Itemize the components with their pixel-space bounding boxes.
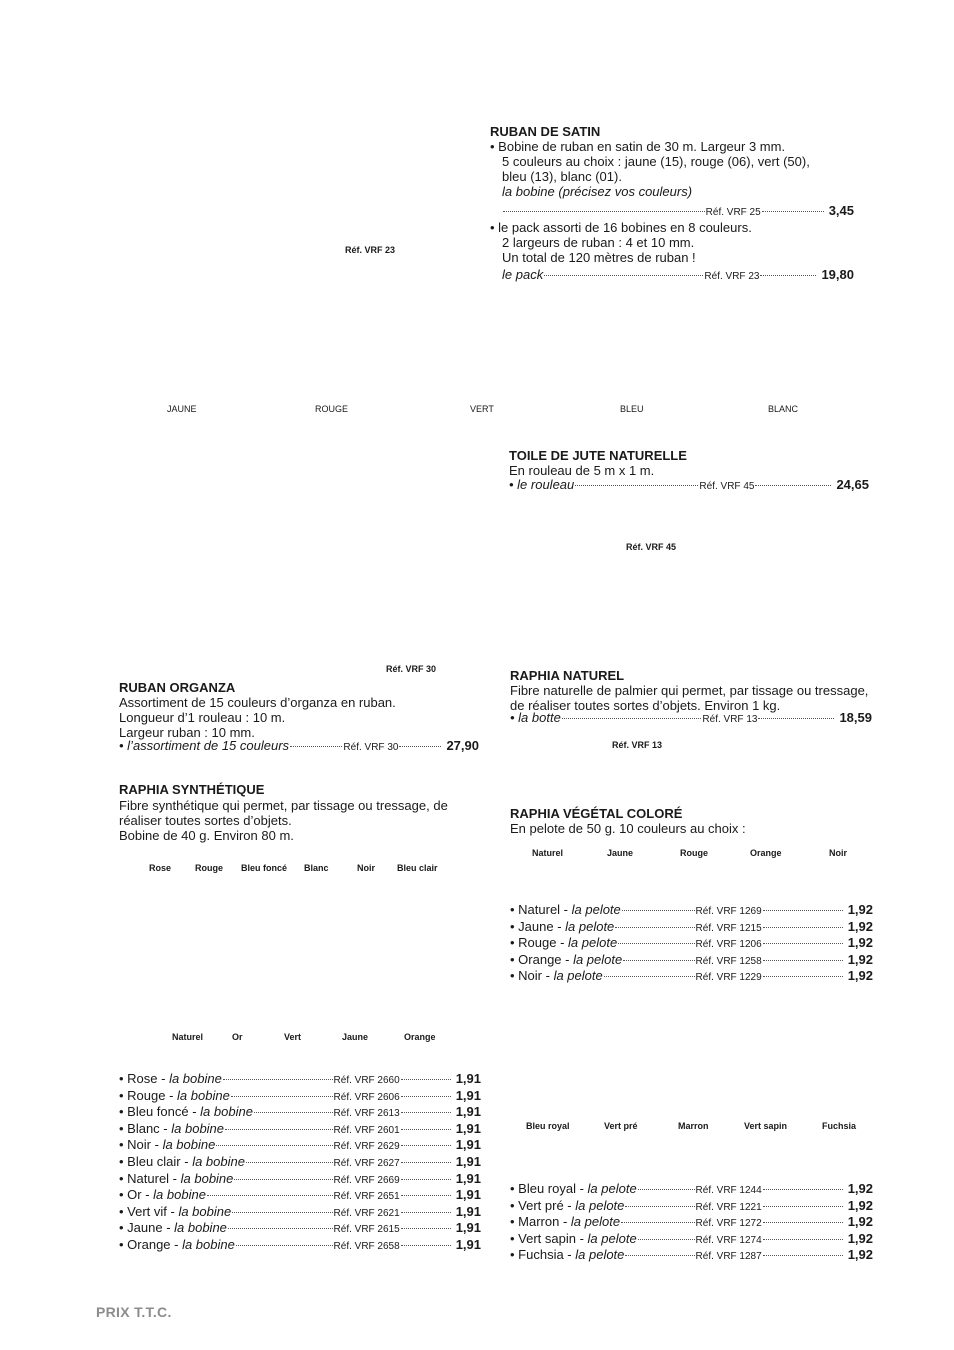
vegetal-price-row-unit: la pelote <box>587 1181 637 1196</box>
satin-color-blanc: BLANC <box>768 404 799 414</box>
vegetal-color-fuchsia: Fuchsia <box>822 1121 857 1131</box>
synthetique-color-rouge: Rouge <box>195 863 223 873</box>
synthetique-price-row <box>119 1155 481 1172</box>
synthetique-price-row <box>119 1072 481 1089</box>
vegetal-color-noir: Noir <box>829 848 847 858</box>
vegetal-price-row-ref: Réf. VRF 1244 <box>695 1185 762 1196</box>
satin-image-ref: Réf. VRF 23 <box>345 245 396 255</box>
jute-line-1: En rouleau de 5 m x 1 m. <box>509 463 655 478</box>
vegetal-color-marron: Marron <box>678 1121 709 1131</box>
vegetal-price-row-price: 1,92 <box>847 918 873 934</box>
vegetal-price-row-ref: Réf. VRF 1229 <box>695 972 762 984</box>
vegetal-price-row <box>510 1182 873 1199</box>
naturel-line-2: de réaliser toutes sortes d’objets. Environ 1 kg. <box>510 698 781 713</box>
synthetique-price-row-ref: Réf. VRF 2627 <box>333 1157 400 1169</box>
vegetal-price-row <box>510 953 873 970</box>
synthetique-price-row-price: 1,91 <box>455 1187 481 1203</box>
synthetique-color-or: Or <box>232 1032 243 1042</box>
vegetal-price-row-unit: la pelote <box>573 951 623 967</box>
vegetal-price-row <box>510 920 873 937</box>
jute-block <box>509 448 879 478</box>
synthetique-color-orange: Orange <box>404 1032 436 1042</box>
synthetique-price-row-name: • Bleu clair - <box>119 1153 193 1169</box>
synthetique-price-row-name: • Rose - <box>119 1071 170 1086</box>
vegetal-price-row-name: • Marron - <box>510 1214 571 1230</box>
synthetique-price-row-price: 1,91 <box>455 1137 481 1153</box>
synthetique-price-row <box>119 1122 481 1139</box>
naturel-block <box>510 668 890 713</box>
synthetique-price-row-price: 1,91 <box>455 1170 481 1186</box>
vegetal-price-row-unit: la pelote <box>575 1247 625 1263</box>
synthetique-color-bleu-clair: Bleu clair <box>397 863 438 873</box>
synthetique-price-row-name: • Vert vif - <box>119 1203 179 1219</box>
vegetal-price-row-unit: la pelote <box>575 1197 625 1213</box>
vegetal-color-jaune: Jaune <box>607 848 634 858</box>
vegetal-price-row-ref: Réf. VRF 1206 <box>695 939 762 951</box>
vegetal-color-bleu-royal: Bleu royal <box>526 1121 570 1131</box>
satin-line-1: • Bobine de ruban en satin de 30 m. Largeur 3 mm. <box>490 139 786 154</box>
vegetal-price-row-unit: la pelote <box>587 1230 637 1246</box>
satin-ref-pack: Réf. VRF 23 <box>704 271 760 282</box>
synthetique-price-row-price: 1,91 <box>455 1071 481 1086</box>
synthetique-price-row <box>119 1089 481 1106</box>
synthetique-price-row-price: 1,91 <box>455 1104 481 1120</box>
vegetal-price-row-name: • Rouge - <box>510 935 569 951</box>
synthetique-price-row-price: 1,91 <box>455 1236 481 1252</box>
synthetique-price-row-name: • Bleu foncé - <box>119 1104 201 1120</box>
vegetal-price-row-name: • Vert pré - <box>510 1197 576 1213</box>
organza-label: • l’assortiment de 15 couleurs <box>119 738 290 753</box>
synthetique-price-row-price: 1,91 <box>455 1203 481 1219</box>
synthetique-price-row-unit: la bobine <box>174 1220 227 1236</box>
synthetique-color-vert: Vert <box>284 1032 302 1042</box>
organza-line-3: Largeur ruban : 10 mm. <box>119 725 255 740</box>
satin-price-bobine: 3,45 <box>828 203 854 218</box>
organza-price: 27,90 <box>446 738 479 753</box>
synthetique-price-row-ref: Réf. VRF 2615 <box>333 1224 400 1236</box>
vegetal-price-row-ref: Réf. VRF 1274 <box>695 1234 762 1246</box>
synthetique-price-row-ref: Réf. VRF 2658 <box>333 1240 400 1252</box>
synthetique-price-row-ref: Réf. VRF 2669 <box>333 1174 400 1186</box>
synthetique-price-row-ref: Réf. VRF 2606 <box>333 1091 400 1103</box>
vegetal-price-row-price: 1,92 <box>847 1247 873 1263</box>
vegetal-price-row-name: • Vert sapin - <box>510 1230 588 1246</box>
vegetal-price-row <box>510 1248 873 1265</box>
organza-line-2: Longueur d’1 rouleau : 10 m. <box>119 710 286 725</box>
vegetal-line-1: En pelote de 50 g. 10 couleurs au choix : <box>510 821 746 836</box>
synthetique-price-row-name: • Or - <box>119 1187 154 1203</box>
organza-price-row <box>119 739 479 756</box>
vegetal-price-row <box>510 1215 873 1232</box>
vegetal-price-row <box>510 903 873 920</box>
vegetal-price-row-ref: Réf. VRF 1215 <box>695 922 762 934</box>
vegetal-price-row-name: • Jaune - <box>510 918 566 934</box>
naturel-image-ref: Réf. VRF 13 <box>612 740 663 750</box>
synthetique-price-row-unit: la bobine <box>153 1187 206 1203</box>
synthetique-price-row-unit: la bobine <box>180 1170 234 1186</box>
satin-line-2: 5 couleurs au choix : jaune (15), rouge (06), vert (50), <box>502 154 810 169</box>
vegetal-price-row-name: • Fuchsia - <box>510 1247 576 1263</box>
satin-price-pack: 19,80 <box>821 267 854 282</box>
satin-color-vert: VERT <box>470 404 494 414</box>
synthetique-color-naturel: Naturel <box>172 1032 204 1042</box>
vegetal-color-naturel: Naturel <box>532 848 564 858</box>
synthetique-price-row-unit: la bobine <box>192 1153 245 1169</box>
jute-title: TOILE DE JUTE NATURELLE <box>509 448 687 463</box>
vegetal-price-row-ref: Réf. VRF 1269 <box>695 906 762 917</box>
jute-label: • le rouleau <box>509 477 575 492</box>
vegetal-price-row-unit: la pelote <box>565 918 615 934</box>
jute-price: 24,65 <box>836 477 869 492</box>
vegetal-color-vert-pre: Vert pré <box>604 1121 638 1131</box>
synthetique-price-row-unit: la bobine <box>169 1071 222 1086</box>
synthetique-price-row-price: 1,91 <box>455 1087 481 1103</box>
synthetique-price-row-unit: la bobine <box>200 1104 253 1120</box>
naturel-ref: Réf. VRF 13 <box>702 714 758 725</box>
vegetal-title: RAPHIA VÉGÉTAL COLORÉ <box>510 806 683 821</box>
synthetique-title: RAPHIA SYNTHÉTIQUE <box>119 782 265 797</box>
satin-line-6: 2 largeurs de ruban : 4 et 10 mm. <box>502 235 695 250</box>
vegetal-color-orange: Orange <box>750 848 782 858</box>
vegetal-color-rouge: Rouge <box>680 848 708 858</box>
synthetique-price-row <box>119 1188 481 1205</box>
footer-prix-ttc: PRIX T.T.C. <box>96 1304 172 1320</box>
naturel-line-1: Fibre naturelle de palmier qui permet, par tissage ou tressage, <box>510 683 869 698</box>
satin-line-4: la bobine (précisez vos couleurs) <box>502 184 693 199</box>
synthetique-color-blanc: Blanc <box>304 863 329 873</box>
synthetique-price-list <box>119 1072 481 1255</box>
vegetal-price-row <box>510 969 873 986</box>
vegetal-price-row <box>510 1232 873 1249</box>
synthetique-price-row-ref: Réf. VRF 2613 <box>333 1108 400 1120</box>
vegetal-price-row-name: • Bleu royal - <box>510 1181 588 1196</box>
vegetal-color-vert-sapin: Vert sapin <box>744 1121 788 1131</box>
vegetal-price-row-price: 1,92 <box>847 1197 873 1213</box>
satin-price-row-pack <box>502 268 854 285</box>
satin-pack-block <box>490 220 870 265</box>
synthetique-line-1: Fibre synthétique qui permet, par tissage ou tressage, de <box>119 798 448 813</box>
vegetal-price-row-price: 1,92 <box>847 951 873 967</box>
synthetique-price-row <box>119 1105 481 1122</box>
synthetique-price-row-ref: Réf. VRF 2621 <box>333 1207 400 1219</box>
satin-line-5: • le pack assorti de 16 bobines en 8 couleurs. <box>490 220 752 235</box>
synthetique-price-row <box>119 1205 481 1222</box>
vegetal-price-row-price: 1,92 <box>847 902 873 917</box>
vegetal-price-row-price: 1,92 <box>847 935 873 951</box>
satin-price-row-bobine <box>502 204 854 221</box>
vegetal-price-row <box>510 1199 873 1216</box>
synthetique-line-2: réaliser toutes sortes d’objets. <box>119 813 292 828</box>
vegetal-price-row-name: • Naturel - <box>510 902 572 917</box>
satin-color-bleu: BLEU <box>620 404 644 414</box>
vegetal-price-list-1 <box>510 903 873 986</box>
synthetique-line-3: Bobine de 40 g. Environ 80 m. <box>119 828 294 843</box>
vegetal-price-list-2 <box>510 1182 873 1265</box>
vegetal-price-row-price: 1,92 <box>847 1181 873 1196</box>
vegetal-price-row-ref: Réf. VRF 1221 <box>695 1201 762 1213</box>
organza-image-ref: Réf. VRF 30 <box>386 664 437 674</box>
organza-ref: Réf. VRF 30 <box>343 742 399 753</box>
synthetique-price-row-unit: la bobine <box>171 1120 225 1136</box>
synthetique-price-row-unit: la bobine <box>178 1203 232 1219</box>
vegetal-price-row-price: 1,92 <box>847 968 873 984</box>
naturel-title: RAPHIA NATUREL <box>510 668 625 683</box>
organza-block <box>119 680 479 740</box>
vegetal-price-row <box>510 936 873 953</box>
synthetique-price-row-name: • Blanc - <box>119 1120 172 1136</box>
vegetal-price-row-name: • Noir - <box>510 968 554 984</box>
naturel-price: 18,59 <box>839 710 872 725</box>
naturel-label: • la botte <box>510 710 561 725</box>
synthetique-price-row-name: • Noir - <box>119 1137 163 1153</box>
synthetique-price-row-name: • Orange - <box>119 1236 183 1252</box>
synthetique-block <box>119 782 489 843</box>
synthetique-price-row-price: 1,91 <box>455 1120 481 1136</box>
vegetal-price-row-unit: la pelote <box>568 935 618 951</box>
vegetal-price-row-ref: Réf. VRF 1258 <box>695 955 762 967</box>
synthetique-color-jaune: Jaune <box>342 1032 369 1042</box>
satin-label-pack: le pack <box>502 267 544 282</box>
satin-title: RUBAN DE SATIN <box>490 124 601 139</box>
satin-ref-bobine: Réf. VRF 25 <box>705 207 761 218</box>
satin-block <box>490 124 870 199</box>
vegetal-price-row-ref: Réf. VRF 1287 <box>695 1251 762 1263</box>
organza-line-1: Assortiment de 15 couleurs d’organza en ruban. <box>119 695 396 710</box>
synthetique-price-row <box>119 1138 481 1155</box>
synthetique-color-noir: Noir <box>357 863 375 873</box>
synthetique-color-bleu-fonce: Bleu foncé <box>241 863 288 873</box>
vegetal-price-row-ref: Réf. VRF 1272 <box>695 1218 762 1230</box>
vegetal-price-row-price: 1,92 <box>847 1230 873 1246</box>
vegetal-price-row-unit: la pelote <box>553 968 603 984</box>
synthetique-price-row-name: • Jaune - <box>119 1220 175 1236</box>
synthetique-price-row-unit: la bobine <box>177 1087 230 1103</box>
synthetique-price-row-ref: Réf. VRF 2651 <box>333 1191 400 1203</box>
organza-title: RUBAN ORGANZA <box>119 680 236 695</box>
synthetique-price-row-ref: Réf. VRF 2601 <box>333 1124 400 1136</box>
synthetique-price-row <box>119 1172 481 1189</box>
jute-ref: Réf. VRF 45 <box>699 481 755 492</box>
synthetique-price-row-price: 1,91 <box>455 1153 481 1169</box>
synthetique-price-row-ref: Réf. VRF 2660 <box>333 1075 400 1086</box>
synthetique-price-row-name: • Naturel - <box>119 1170 181 1186</box>
synthetique-price-row-ref: Réf. VRF 2629 <box>333 1141 400 1153</box>
synthetique-price-row-unit: la bobine <box>182 1236 235 1252</box>
vegetal-price-row-name: • Orange - <box>510 951 574 967</box>
satin-color-jaune: JAUNE <box>167 404 197 414</box>
jute-price-row <box>509 478 869 495</box>
vegetal-price-row-unit: la pelote <box>570 1214 621 1230</box>
vegetal-price-row-price: 1,92 <box>847 1214 873 1230</box>
synthetique-price-row <box>119 1221 481 1238</box>
naturel-price-row <box>510 711 872 728</box>
jute-image-ref: Réf. VRF 45 <box>626 542 677 552</box>
satin-color-rouge: ROUGE <box>315 404 349 414</box>
synthetique-price-row <box>119 1238 481 1255</box>
synthetique-color-rose: Rose <box>149 863 172 873</box>
synthetique-price-row-unit: la bobine <box>162 1137 216 1153</box>
vegetal-price-row-unit: la pelote <box>571 902 621 917</box>
synthetique-price-row-price: 1,91 <box>455 1220 481 1236</box>
satin-line-7: Un total de 120 mètres de ruban ! <box>502 250 696 265</box>
vegetal-block <box>510 806 890 836</box>
satin-line-3: bleu (13), blanc (01). <box>502 169 622 184</box>
synthetique-price-row-name: • Rouge - <box>119 1087 178 1103</box>
